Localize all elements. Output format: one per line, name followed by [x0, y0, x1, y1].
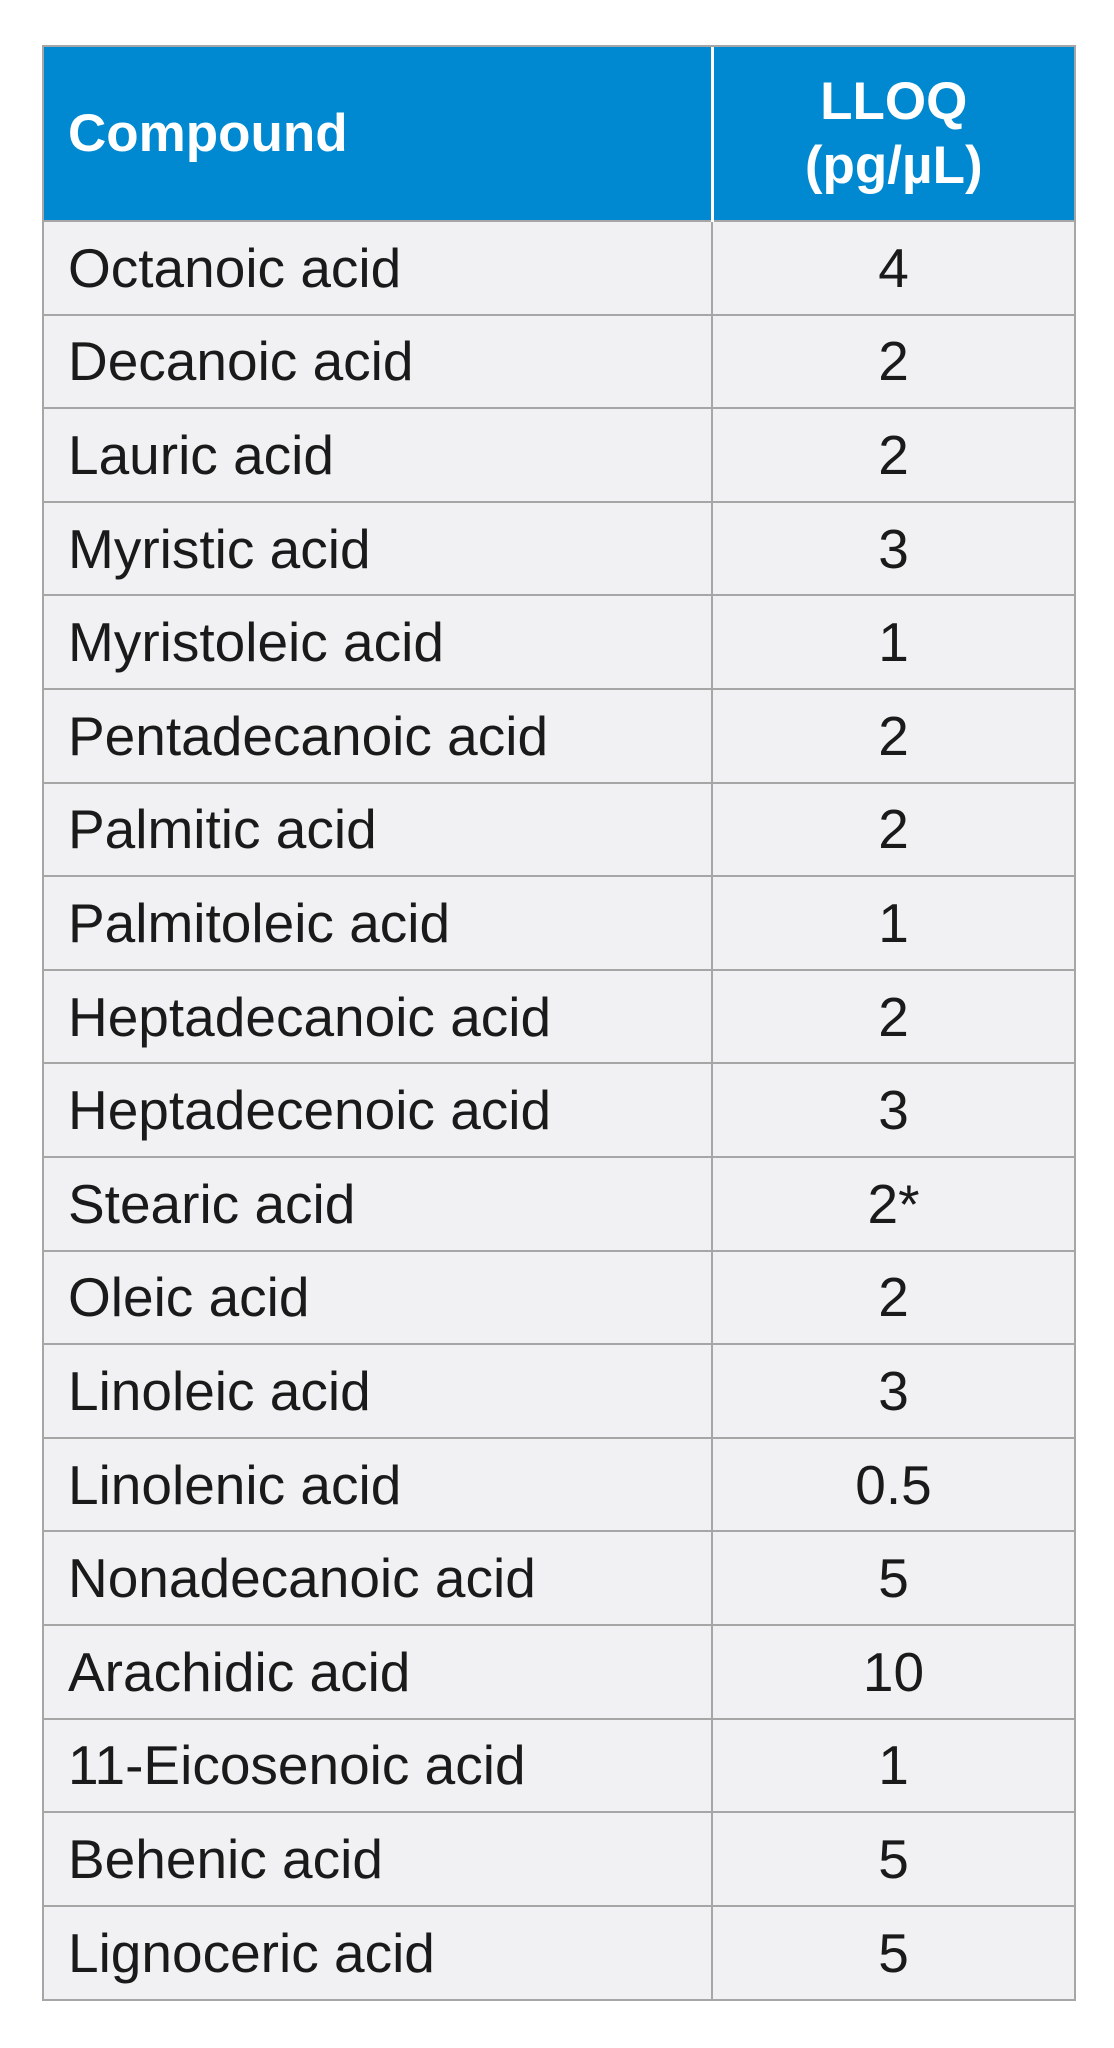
compound-cell: Decanoic acid: [44, 315, 712, 409]
lloq-cell: 2: [712, 315, 1074, 409]
compound-cell: Pentadecanoic acid: [44, 689, 712, 783]
lloq-cell: 10: [712, 1625, 1074, 1719]
compound-cell: Myristic acid: [44, 502, 712, 596]
table-row: [44, 1063, 1074, 1157]
compound-cell: Oleic acid: [44, 1251, 712, 1345]
lloq-cell: 2*: [712, 1157, 1074, 1251]
table-row: [44, 1719, 1074, 1813]
lloq-cell: 5: [712, 1906, 1074, 2000]
lloq-cell: 4: [712, 221, 1074, 315]
compound-cell: Octanoic acid: [44, 221, 712, 315]
table-row: [44, 876, 1074, 970]
table-row: [44, 1812, 1074, 1906]
header-row: [44, 47, 1074, 221]
header-compound: Compound: [44, 47, 712, 221]
table-row: [44, 595, 1074, 689]
compound-cell: Heptadecenoic acid: [44, 1063, 712, 1157]
table-body: [44, 221, 1074, 1999]
compound-cell: Heptadecanoic acid: [44, 970, 712, 1064]
lloq-cell: 1: [712, 876, 1074, 970]
compound-cell: Nonadecanoic acid: [44, 1531, 712, 1625]
lloq-cell: 1: [712, 1719, 1074, 1813]
table-row: [44, 783, 1074, 877]
table-row: [44, 315, 1074, 409]
lloq-cell: 0.5: [712, 1438, 1074, 1532]
header-lloq-unit: (pg/µL): [804, 135, 983, 195]
table-row: [44, 689, 1074, 783]
table-row: [44, 970, 1074, 1064]
compound-cell: Lignoceric acid: [44, 1906, 712, 2000]
compound-cell: Myristoleic acid: [44, 595, 712, 689]
table-header: [44, 47, 1074, 221]
compound-cell: Arachidic acid: [44, 1625, 712, 1719]
table-row: [44, 1251, 1074, 1345]
lloq-cell: 2: [712, 1251, 1074, 1345]
lloq-table-container: [42, 45, 1076, 2001]
compound-cell: 11-Eicosenoic acid: [44, 1719, 712, 1813]
lloq-cell: 3: [712, 1063, 1074, 1157]
lloq-cell: 3: [712, 502, 1074, 596]
table-row: [44, 1625, 1074, 1719]
lloq-cell: 2: [712, 783, 1074, 877]
compound-cell: Stearic acid: [44, 1157, 712, 1251]
table-row: [44, 221, 1074, 315]
table-row: [44, 1438, 1074, 1532]
lloq-cell: 1: [712, 595, 1074, 689]
compound-cell: Linoleic acid: [44, 1344, 712, 1438]
table-row: [44, 1344, 1074, 1438]
compound-cell: Lauric acid: [44, 408, 712, 502]
header-lloq-line1: LLOQ: [820, 71, 968, 131]
compound-cell: Behenic acid: [44, 1812, 712, 1906]
compound-cell: Palmitoleic acid: [44, 876, 712, 970]
table-row: [44, 502, 1074, 596]
table-row: [44, 1157, 1074, 1251]
lloq-table: [44, 47, 1074, 1999]
lloq-cell: 3: [712, 1344, 1074, 1438]
compound-cell: Linolenic acid: [44, 1438, 712, 1532]
lloq-cell: 2: [712, 408, 1074, 502]
compound-cell: Palmitic acid: [44, 783, 712, 877]
lloq-cell: 2: [712, 689, 1074, 783]
lloq-cell: 5: [712, 1812, 1074, 1906]
table-row: [44, 1906, 1074, 2000]
header-lloq: [712, 47, 1074, 221]
lloq-cell: 5: [712, 1531, 1074, 1625]
lloq-cell: 2: [712, 970, 1074, 1064]
table-row: [44, 1531, 1074, 1625]
table-row: [44, 408, 1074, 502]
